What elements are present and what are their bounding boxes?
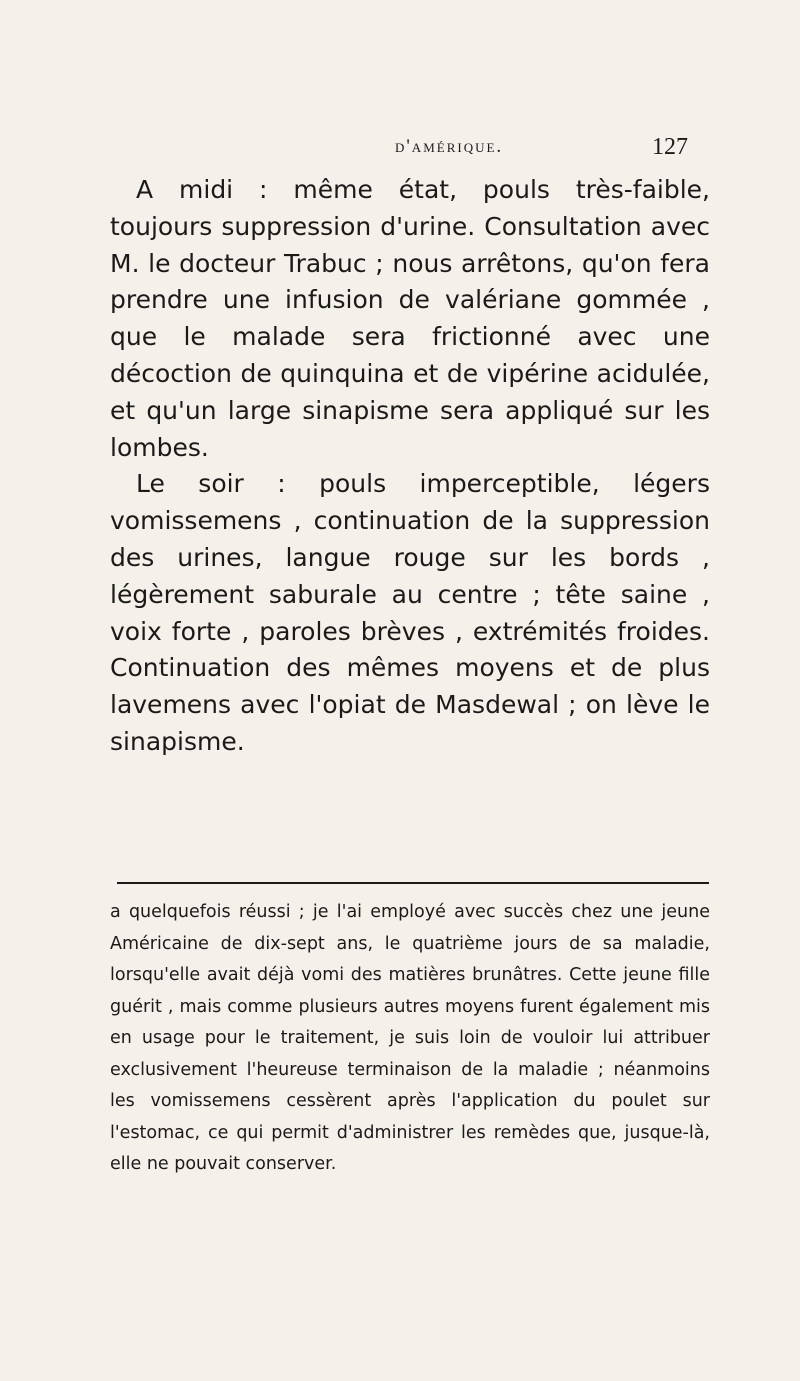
paragraph-midi: A midi : même état, pouls très-faible, toujours suppression d'urine. Consultation avec M. le docteur Trabuc ; nous arrêtons, qu'on fera prendre une infusion de valériane gommée , que le malade sera frictionné avec une décoction de quinquina et de vipérine acidulée, et qu'un large sinapisme sera appliqué sur les lombes. (110, 175, 710, 462)
footnote-separator (117, 882, 709, 884)
page-number: 127 (652, 134, 688, 160)
running-head: d'amérique. (395, 136, 504, 157)
footnote-text: a quelquefois réussi ; je l'ai employé avec succès chez une jeune Américaine de dix-sept ans, le quatrième jours de sa maladie, lorsqu'elle avait déjà vomi des matières brunâtres. Cette jeune fille guérit , mais comme plusieurs autres moyens furent également mis en usage pour le traitement, je suis loin de vouloir lui attribuer exclusivement l'heureuse terminaison de la maladie ; néanmoins les vomissemens cessèrent après l'application du poulet sur l'estomac, ce qui permit d'administrer les remèdes que, jusque-là, elle ne pouvait conserver. (110, 902, 710, 1174)
main-text (110, 172, 710, 761)
footnote (110, 897, 710, 1181)
paragraph-soir: Le soir : pouls imperceptible, légers vomissemens , continuation de la suppression des urines, langue rouge sur les bords , légèrement saburale au centre ; tête saine , voix forte , paroles brèves , extrémités froides. Continuation des mêmes moyens et de plus lavemens avec l'opiat de Masdewal ; on lève le sinapisme. (110, 469, 710, 756)
